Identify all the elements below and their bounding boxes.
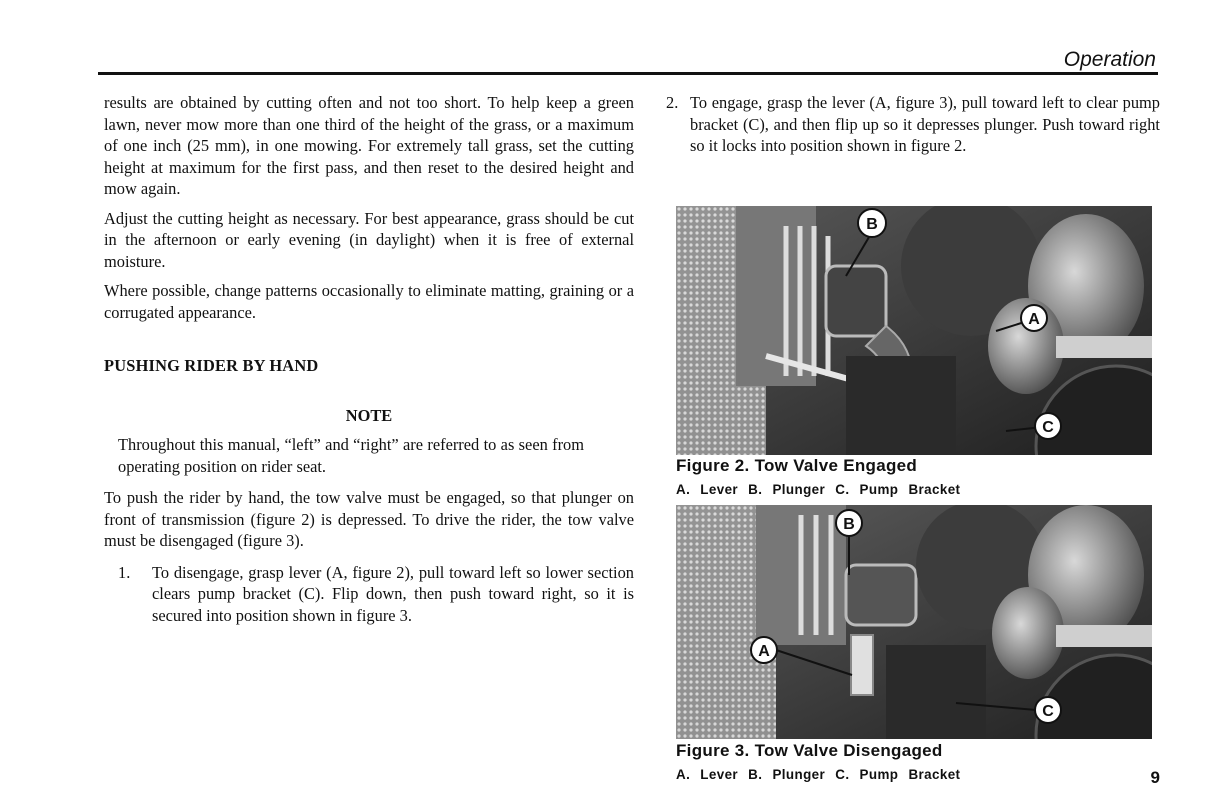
svg-text:C: C: [1042, 419, 1054, 436]
figure-3-legend: A. Lever B. Plunger C. Pump Bracket: [676, 767, 961, 782]
step-2: [666, 92, 1160, 157]
page-number: 9: [1150, 768, 1160, 787]
step-2-number: 2.: [666, 93, 679, 112]
heading-pushing-rider: PUSHING RIDER BY HAND: [104, 356, 319, 375]
step-1-text: To disengage, grasp lever (A, figure 2), pull toward left so lower section clears pump bracket (C). Flip down, then push toward right, so it is secured into position shown in figure 3.: [152, 562, 634, 625]
header-rule: [98, 72, 1158, 75]
figure-2-caption: Figure 2. Tow Valve Engaged: [676, 456, 918, 475]
svg-text:C: C: [1042, 703, 1054, 720]
paragraph-cutting-height: Adjust the cutting height as necessary. For best appearance, grass should be cut in the afternoon or early evening (in daylight) when it is free of external moisture.: [104, 208, 634, 271]
step-1: [104, 562, 634, 627]
note-body: Throughout this manual, “left” and “right” are referred to as seen from operating position on rider seat.: [118, 435, 584, 476]
figure-2-callout-a: [1021, 305, 1047, 331]
paragraph-patterns: Where possible, change patterns occasionally to eliminate matting, graining or a corrugated appearance.: [104, 281, 634, 322]
figure-3-caption: Figure 3. Tow Valve Disengaged: [676, 741, 943, 760]
figure-3-photo: [676, 505, 1152, 739]
svg-text:B: B: [843, 516, 855, 533]
figure-2-legend: A. Lever B. Plunger C. Pump Bracket: [676, 482, 961, 497]
figure-2-image: [676, 206, 1152, 455]
figure-3-callout-a: [751, 637, 777, 663]
figure-3-callout-b: [836, 510, 862, 536]
figure-3-image: [676, 505, 1152, 739]
svg-text:A: A: [758, 643, 770, 660]
figure-3-callout-c: [1035, 697, 1061, 723]
step-1-number: 1.: [118, 562, 131, 582]
figure-2-callout-c: [1035, 413, 1061, 439]
left-column: [104, 92, 634, 626]
paragraph-push-rider: To push the rider by hand, the tow valve must be engaged, so that plunger on front of transmission (figure 2) is depressed. To drive the rider, the tow valve must be disengaged (figure 3).: [104, 488, 634, 550]
section-title: Operation: [1063, 48, 1156, 71]
svg-text:A: A: [1028, 311, 1040, 328]
step-2-text: To engage, grasp the lever (A, figure 3), pull toward left to clear pump bracket (C), and then flip up so it depresses plunger. Push toward right so it locks into position shown in figure 2.: [690, 93, 1160, 155]
svg-text:B: B: [866, 216, 878, 233]
note-title: NOTE: [345, 405, 393, 425]
figure-2-photo: [676, 206, 1152, 455]
figure-2-callout-b: [858, 209, 886, 237]
paragraph-mowing: results are obtained by cutting often and not too short. To help keep a green lawn, never mow more than one third of the height of the grass, or a maximum of one inch (25 mm), in one mowing. For extremely tall grass, set the cutting height at maximum for the first pass, and then reset to the desired height and mow again.: [104, 93, 634, 198]
right-column: [666, 92, 1160, 157]
